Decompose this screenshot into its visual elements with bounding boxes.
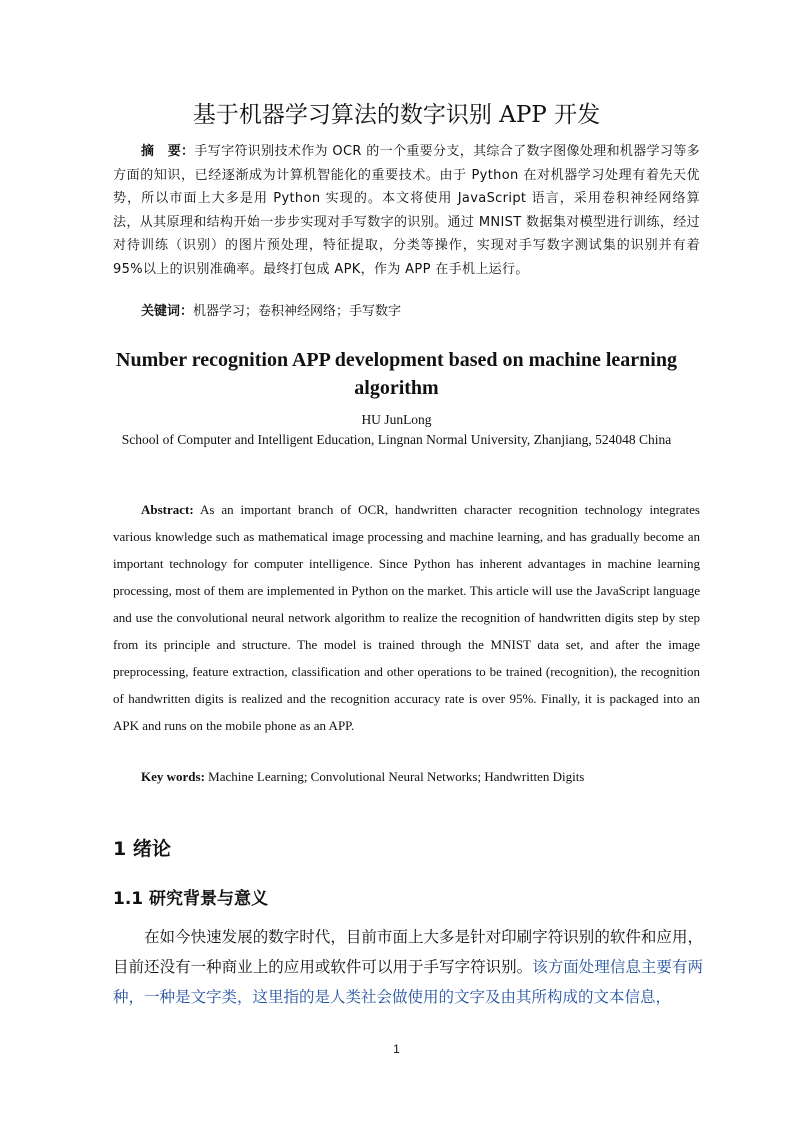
english-keywords-text: Machine Learning; Convolutional Neural Networks; Handwritten Digits [208, 769, 585, 784]
chinese-abstract-text: 手写字符识别技术作为 OCR 的一个重要分支，其综合了数字图像处理和机器学习等多方面的知识，已经逐渐成为计算机智能化的重要技术。由于 Python 在对机器学习处理有着先天优势，所以市面上大多是用 Python 实现的。本文将使用 JavaScript 语言，采用卷积神经网络算法，从其原理和结构开始一步步实现对手写数字的识别。通过 MNIST 数据集对模型进行训练，经过对待训练（识别）的图片预处理，特征提取，分类等操作，实现对手写数字测试集的识别并有着 95%以上的识别准确率。最终打包成 APK，作为 APP 在手机上运行。 [113, 144, 701, 277]
chinese-abstract-label: 摘 要： [141, 144, 195, 159]
section-heading-introduction: 1 绪论 [113, 838, 171, 860]
body-paragraph [113, 922, 703, 1012]
chinese-keywords [141, 301, 401, 323]
chinese-keywords-text: 机器学习；卷积神经网络；手写数字 [193, 304, 402, 319]
chinese-title: 基于机器学习算法的数字识别 APP 开发 [192, 102, 601, 128]
english-keywords [141, 765, 584, 789]
english-keywords-label: Key words: [141, 769, 205, 784]
english-abstract [113, 496, 700, 739]
page-number: 1 [393, 1042, 400, 1056]
body-text-plain: 在如今快速发展的数字时代，目前市面上大多是针对印刷字符识别的软件和应用，目前还没有一种商业上的应用或软件可以用于手写字符识别。 [113, 928, 703, 976]
english-abstract-text: As an important branch of OCR, handwritten character recognition technology integrates various knowledge such as mathematical image processing and machine learning, and has gradually become an important technology for computer intelligence. Since Python has inherent advantages in machine learning processing, most of them are implemented in Python on the market. This article will use the JavaScript language and use the convolutional neural network algorithm to realize the recognition of handwritten digits step by step from its principle and structure. The model is trained through the MNIST data set, and after the image preprocessing, feature extraction, classification and other operations to be trained (recognition), the recognition of handwritten digits is realized and the recognition accuracy rate is over 95%. Finally, it is packaged into an APK and runs on the mobile phone as an APP. [113, 502, 700, 733]
author-name: HU JunLong [361, 412, 432, 427]
body-text-highlighted: 该方面处理信息主要有两种，一种是文字类，这里指的是人类社会做使用的文字及由其所构成的文本信息， [113, 958, 703, 1006]
subsection-heading-background: 1.1 研究背景与意义 [113, 889, 269, 909]
author-affiliation: School of Computer and Intelligent Education, Lingnan Normal University, Zhanjiang, 524048 China [121, 432, 672, 447]
chinese-abstract [113, 140, 700, 281]
english-abstract-label: Abstract: [141, 502, 194, 517]
english-title: Number recognition APP development based on machine learning algorithm [116, 349, 677, 399]
chinese-keywords-label: 关键词： [141, 304, 194, 319]
